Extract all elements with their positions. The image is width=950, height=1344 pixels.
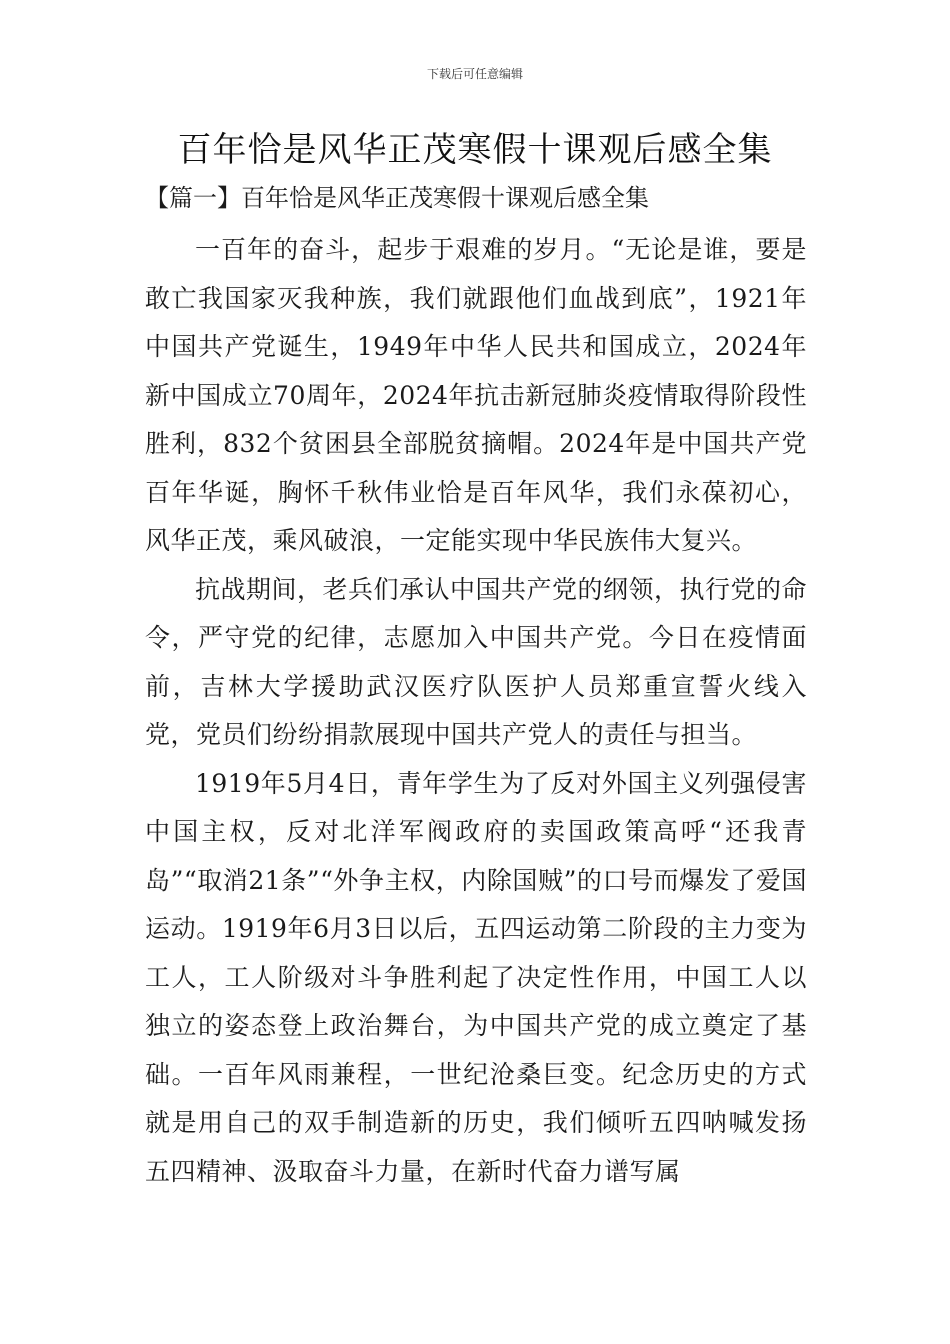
section-heading: 【篇一】百年恰是风华正茂寒假十课观后感全集 — [145, 184, 649, 212]
paragraph-1: 一百年的奋斗，起步于艰难的岁月。“无论是谁，要是敢亡我国家灭我种族，我们就跟他们血战到底”，1921年中国共产党诞生，1949年中华人民共和国成立，2024年新中国成立70周年，2024年抗击新冠肺炎疫情取得阶段性胜利，832个贫困县全部脱贫摘帽。2024年是中国共产党百年华诞，胸怀千秋伟业恰是百年风华，我们永葆初心，风华正茂，乘风破浪，一定能实现中华民族伟大复兴。 — [145, 235, 807, 555]
paragraph-2: 抗战期间，老兵们承认中国共产党的纲领，执行党的命令，严守党的纪律，志愿加入中国共产党。今日在疫情面前，吉林大学援助武汉医疗队医护人员郑重宣誓火线入党，党员们纷纷捐款展现中国共产党人的责任与担当。 — [145, 574, 808, 749]
paragraph-3: 1919年5月4日，青年学生为了反对外国主义列强侵害中国主权，反对北洋军阀政府的卖国政策高呼“还我青岛”“取消21条”“外争主权，内除国贼”的口号而爆发了爱国运动。1919年6月3日以后，五四运动第二阶段的主力变为工人，工人阶级对斗争胜利起了决定性作用，中国工人以独立的姿态登上政治舞台，为中国共产党的成立奠定了基础。一百年风雨兼程，一世纪沧桑巨变。纪念历史的方式就是用自己的双手制造新的历史，我们倾听五四呐喊发扬五四精神、汲取奋斗力量，在新时代奋力谱写属 — [145, 768, 807, 1186]
document-title: 百年恰是风华正茂寒假十课观后感全集 — [177, 130, 773, 170]
document-body — [145, 226, 807, 1196]
page-header-note: 下载后可任意编辑 — [426, 67, 523, 81]
